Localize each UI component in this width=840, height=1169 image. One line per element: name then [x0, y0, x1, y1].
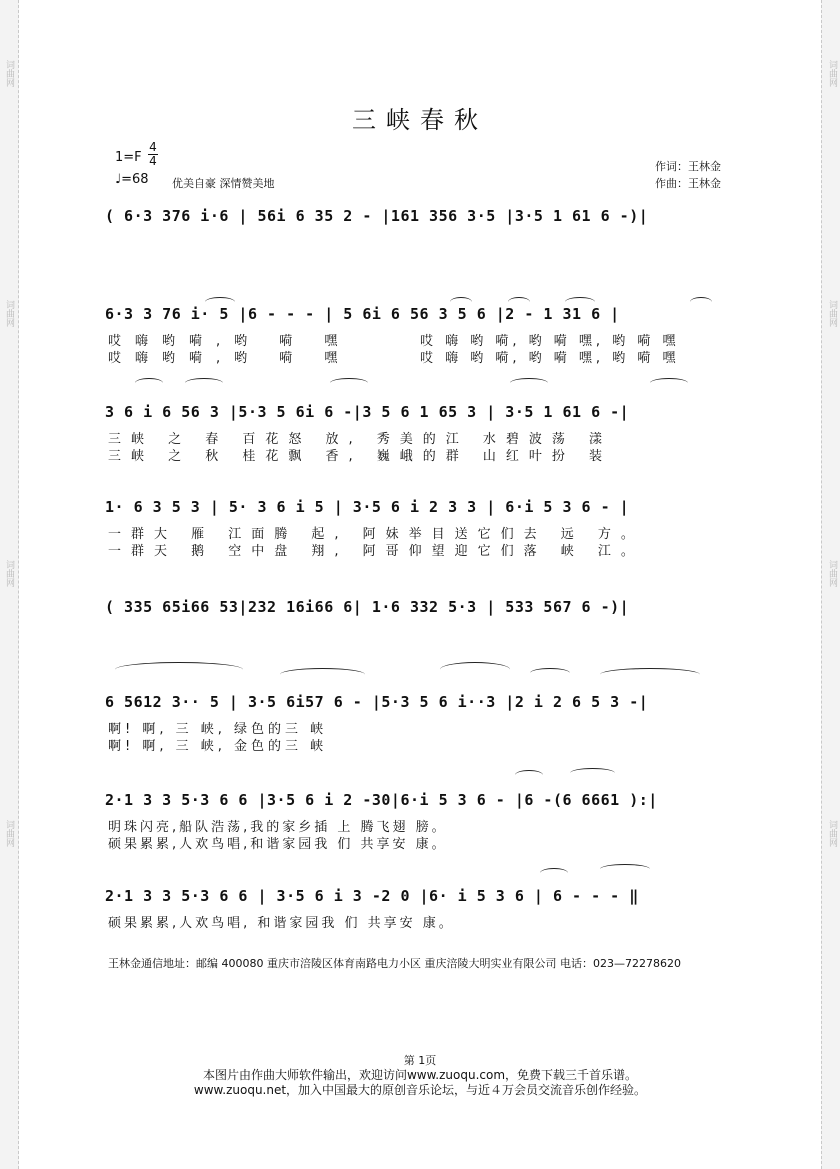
slur-mark	[600, 668, 700, 681]
notation-line-6: 6 5612 3·· 5 | 3·5 6i57 6 - |5·3 5 6 i··3 |2 i 2 6 5 3 -|	[105, 693, 649, 711]
notation-line-7: 2·1 3 3 5·3 6 6 |3·5 6 i 2 -30|6·i 5 3 6 - |6 -(6 6661 ):|	[105, 791, 658, 809]
watermark-right-3: 词曲网	[827, 560, 837, 587]
slur-mark	[440, 662, 510, 677]
composer-credit: 作曲：王林金	[655, 177, 721, 190]
notation-line-8: 2·1 3 3 5·3 6 6 | 3·5 6 i 3 -2 0 |6· i 5 3 6 | 6 - - - ‖	[105, 887, 639, 905]
lyricist-credit: 作词：王林金	[655, 160, 721, 173]
watermark-right-1: 词曲网	[827, 60, 837, 87]
page-number: 第 1页	[403, 1054, 437, 1067]
tempo-marking	[115, 172, 149, 187]
slur-mark	[115, 662, 243, 677]
expression-marking: 优美自豪 深情赞美地	[172, 177, 275, 190]
lyric-2-verse1b: 哎 嗨 哟 嗬, 哟 嗬 嘿, 哟 嗬 嘿	[420, 334, 680, 349]
notation-line-2: 6·3 3 76 i· 5 |6 - - - | 5 6i 6 56 3 5 6 |2 - 1 31 6 |	[105, 305, 620, 323]
song-title: 三峡春秋	[352, 106, 488, 134]
watermark-left-3: 词曲网	[4, 560, 14, 587]
lyric-2-verse2a: 哎嗨哟嗬,哟 嗬 嘿	[108, 351, 352, 366]
lyric-8: 硕果累累,人欢鸟唱, 和谐家园我 们 共享安 康。	[108, 916, 455, 931]
contact-footer: 王林金通信地址：邮编 400080 重庆市涪陵区体育南路电力小区 重庆涪陵大明实业有限公司 电话：023—72278620	[108, 957, 681, 970]
lyric-4-verse1: 一群大 雁 江面腾 起, 阿妹举目送它们去 远 方。	[108, 527, 644, 542]
slur-mark	[600, 864, 650, 874]
slur-mark	[330, 378, 368, 388]
slur-mark	[135, 378, 163, 388]
time-signature-top: 4	[149, 140, 157, 154]
slur-mark	[530, 668, 570, 678]
software-note-2: www.zuoqu.net，加入中国最大的原创音乐论坛，与近４万会员交流音乐创作经验。	[193, 1083, 647, 1097]
lyric-3-verse2: 三峡 之 秋 桂花飘 香, 巍峨的群 山红叶扮 装	[108, 449, 613, 464]
time-signature	[148, 141, 158, 168]
watermark-right-4: 词曲网	[827, 820, 837, 847]
notation-line-1: ( 6·3 376 i·6 | 56i 6 35 2 - |161 356 3·5 |3·5 1 61 6 -)|	[105, 207, 649, 225]
slur-mark	[280, 668, 365, 681]
watermark-left-1: 词曲网	[4, 60, 14, 87]
lyric-6-verse1: 啊! 啊, 三 峡, 绿色的三 峡	[108, 722, 328, 737]
watermark-left-4: 词曲网	[4, 820, 14, 847]
slur-mark	[510, 378, 548, 388]
slur-mark	[515, 770, 543, 780]
software-note-1: 本图片由作曲大师软件输出，欢迎访问www.zuoqu.com，免费下载三千首乐谱。	[202, 1068, 638, 1082]
notation-line-3: 3 6 i 6 56 3 |5·3 5 6i 6 -|3 5 6 1 65 3 | 3·5 1 61 6 -|	[105, 403, 630, 421]
lyric-7-verse1: 明珠闪亮,船队浩荡,我的家乡插 上 腾飞翅 膀。	[108, 820, 448, 835]
quarter-note-icon: ♩	[115, 172, 122, 187]
slur-mark	[650, 378, 688, 388]
lyric-7-verse2: 硕果累累,人欢鸟唱,和谐家园我 们 共享安 康。	[108, 837, 448, 852]
slur-mark	[185, 378, 223, 388]
watermark-right-2: 词曲网	[827, 300, 837, 327]
time-signature-bottom: 4	[149, 154, 157, 168]
lyric-2-verse2b: 哎 嗨 哟 嗬, 哟 嗬 嘿, 哟 嗬 嘿	[420, 351, 680, 366]
slur-mark	[540, 868, 568, 878]
watermark-left-2: 词曲网	[4, 300, 14, 327]
key-signature: 1=F	[115, 150, 142, 165]
lyric-3-verse1: 三峡 之 春 百花怒 放, 秀美的江 水碧波荡 漾	[108, 432, 613, 447]
lyric-4-verse2: 一群天 鹅 空中盘 翔, 阿哥仰望迎它们落 峡 江。	[108, 544, 644, 559]
notation-line-4: 1· 6 3 5 3 | 5· 3 6 i 5 | 3·5 6 i 2 3 3 | 6·i 5 3 6 - |	[105, 498, 630, 516]
slur-mark	[570, 768, 615, 778]
notation-line-5: ( 335 65i66 53|232 16i66 6| 1·6 332 5·3 | 533 567 6 -)|	[105, 598, 630, 616]
tempo-value: =68	[121, 172, 149, 187]
lyric-2-verse1a: 哎嗨哟嗬,哟 嗬 嘿	[108, 334, 352, 349]
lyric-6-verse2: 啊! 啊, 三 峡, 金色的三 峡	[108, 739, 328, 754]
